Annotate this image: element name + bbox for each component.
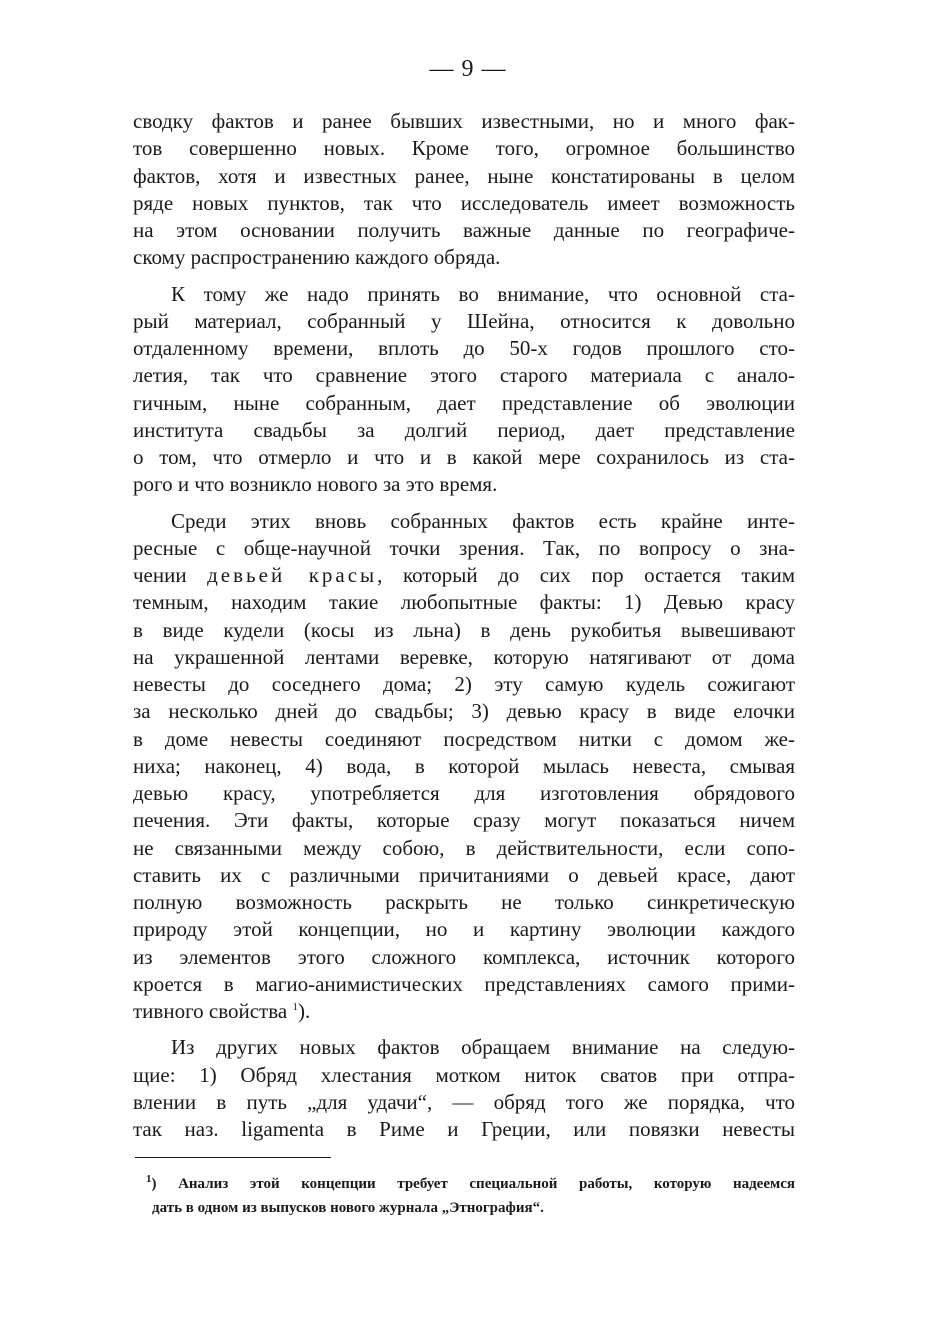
text-line: летия, так что сравнение этого старого материала с анало-	[133, 363, 795, 388]
text-line: ниха; наконец, 4) вода, в которой мылась невеста, смывая	[133, 753, 795, 778]
text-line: так наз. ligamenta в Риме и Греции, или повязки невесты	[133, 1117, 795, 1141]
text-line: природу этой концепции, но и картину эволюции каждого	[133, 917, 795, 942]
text-line: отдаленному времени, вплоть до 50-х годов прошлого сто-	[133, 336, 795, 360]
text-line: в виде кудели (косы из льна) в день рукобитья вывешивают	[133, 617, 795, 642]
text-line: института свадьбы за долгий период, дает представление	[133, 417, 795, 442]
text-line: гичным, ныне собранным, дает представление об эволюции	[133, 390, 795, 415]
footnote-text: Анализ этой концепции требует специальной работы, которую надеемся	[156, 1176, 795, 1192]
text-line: девью красу, употребляется для изготовления обрядового	[133, 781, 795, 805]
spaced-term: девьей красы	[207, 563, 378, 587]
paragraph	[133, 108, 795, 272]
text-line: рый материал, собранный у Шейна, относится к довольно	[133, 308, 795, 333]
footnote-marker: 1	[146, 1173, 152, 1185]
footnote-reference[interactable]: 1	[292, 1001, 298, 1013]
footnote-line: дать в одном из выпусков нового журнала „Этнография“.	[152, 1200, 544, 1216]
text-line	[133, 998, 795, 1025]
footnote-marker-paren: )	[151, 1176, 157, 1192]
text-line: скому распространению каждого обряда.	[133, 245, 501, 270]
text-fragment: ).	[297, 999, 311, 1023]
text-line: о том, что отмерло и что и в какой мере сохранилось из ста-	[133, 445, 795, 469]
text-line: Среди этих вновь собранных фактов есть крайне инте-	[171, 508, 795, 533]
text-fragment: , который до сих пор остается таким	[377, 563, 795, 587]
text-line: фактов, хотя и известных ранее, ныне констатированы в целом	[133, 163, 795, 188]
text-line: из элементов этого сложного комплекса, источник которого	[133, 944, 795, 969]
paragraph-gap	[133, 1025, 795, 1034]
text-line: кроется в магио-анимистических представлениях самого прими-	[133, 971, 795, 996]
paragraph	[133, 1034, 795, 1143]
text-fragment: чении	[133, 563, 208, 587]
text-line: на этом основании получить важные данные по географиче-	[133, 218, 795, 242]
paragraph	[133, 508, 795, 1026]
text-line: на украшенной лентами веревке, которую натягивают от дома	[133, 644, 795, 669]
text-line: ряде новых пунктов, так что исследователь имеет возможность	[133, 190, 795, 215]
text-line: рого и что возникло нового за это время.	[133, 472, 498, 497]
text-line: невесты до соседнего дома; 2) эту самую кудель сожигают	[133, 672, 795, 696]
text-line: полную возможность раскрыть не только синкретическую	[133, 890, 795, 914]
text-line: К тому же надо принять во внимание, что основной ста-	[171, 281, 795, 306]
paragraph-gap	[133, 499, 795, 508]
footnote-line	[146, 1172, 795, 1196]
paragraph	[133, 281, 795, 499]
text-line: темным, находим такие любопытные факты: 1) Девью красу	[133, 590, 795, 615]
body-text	[133, 108, 795, 1143]
text-line: сводку фактов и ранее бывших известными, но и много фак-	[133, 109, 795, 133]
text-fragment: тивного свойства	[133, 999, 293, 1023]
paragraph-gap	[133, 272, 795, 281]
footnote	[146, 1172, 795, 1220]
text-line: Из других новых фактов обращаем внимание на следую-	[171, 1035, 795, 1060]
text-line: щие: 1) Обряд хлестания мотком ниток сватов при отпра-	[133, 1062, 795, 1087]
footnote-divider	[135, 1157, 331, 1158]
page-number: — 9 —	[429, 56, 507, 82]
text-line	[133, 562, 795, 589]
text-line: ресные с обще-научной точки зрения. Так, по вопросу о зна-	[133, 535, 795, 560]
text-line: в доме невесты соединяют посредством нитки с домом же-	[133, 726, 795, 751]
text-line: ставить их с различными причитаниями о девьей красе, дают	[133, 862, 795, 887]
text-line: печения. Эти факты, которые сразу могут показаться ничем	[133, 808, 795, 833]
text-line: не связанными между собою, в действительности, если сопо-	[133, 835, 795, 860]
text-line: влении в путь „для удачи“, — обряд того же порядка, что	[133, 1089, 795, 1114]
text-line: тов совершенно новых. Кроме того, огромное большинство	[133, 136, 795, 161]
text-line: за несколько дней до свадьбы; 3) девью красу в виде елочки	[133, 699, 795, 724]
